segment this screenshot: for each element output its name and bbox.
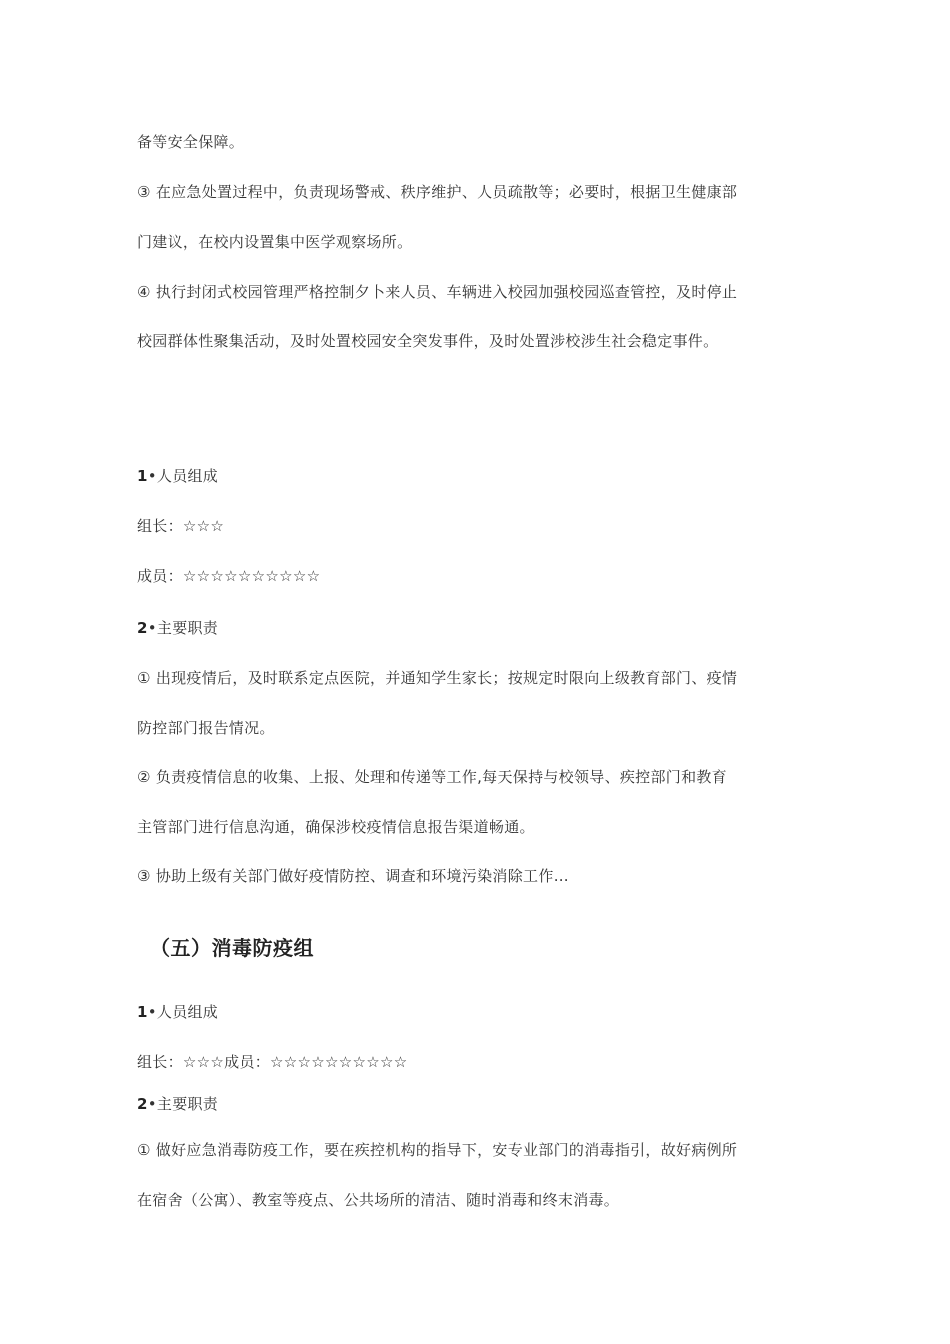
paragraph-line: ③ 协助上级有关部门做好疫情防控、调查和环境污染消除工作… xyxy=(137,867,569,885)
paragraph-line: ① 出现疫情后，及时联系定点医院，并通知学生家长；按规定时限向上级教育部门、疫情 xyxy=(137,669,738,687)
section-item-line xyxy=(137,1002,817,1022)
item-label: •人员组成 xyxy=(147,1003,219,1021)
paragraph-line: 在宿舍（公寓）、教室等疫点、公共场所的清洁、随时消毒和终末消毒。 xyxy=(137,1191,620,1209)
item-label: •主要职责 xyxy=(147,619,219,637)
item-number: 2 xyxy=(137,1095,148,1113)
item-label: •人员组成 xyxy=(147,467,219,485)
section-heading: （五）消毒防疫组 xyxy=(150,936,314,960)
paragraph-line: 主管部门进行信息沟通，确保涉校疫情信息报告渠道畅通。 xyxy=(137,818,535,836)
section-item-line xyxy=(137,1094,817,1114)
paragraph-line: 门建议，在校内设置集中医学观察场所。 xyxy=(137,233,413,251)
item-number: 1 xyxy=(137,1003,148,1021)
paragraph-line: ③ 在应急处置过程中，负责现场警戒、秩序维护、人员疏散等；必要时，根据卫生健康部 xyxy=(137,183,738,201)
item-label: •主要职责 xyxy=(147,1095,219,1113)
paragraph-line: 校园群体性聚集活动，及时处置校园安全突发事件，及时处置涉校涉生社会稳定事件。 xyxy=(137,332,719,350)
paragraph-line: 防控部门报告情况。 xyxy=(137,719,275,737)
paragraph-line: ① 做好应急消毒防疫工作，要在疾控机构的指导下，安专业部门的消毒指引，故好病例所 xyxy=(137,1141,738,1159)
item-number: 1 xyxy=(137,467,148,485)
section-item-line xyxy=(137,618,817,638)
paragraph-line: ④ 执行封闭式校园管理严格控制夕卜来人员、车辆进入校园加强校园巡查管控，及时停止 xyxy=(137,283,738,301)
item-number: 2 xyxy=(137,619,148,637)
paragraph-line: 组长：☆☆☆成员：☆☆☆☆☆☆☆☆☆☆ xyxy=(137,1053,408,1071)
paragraph-line: 成员：☆☆☆☆☆☆☆☆☆☆ xyxy=(137,567,321,585)
paragraph-line: ② 负责疫情信息的收集、上报、处理和传递等工作,每天保持与校领导、疾控部门和教育 xyxy=(137,768,727,786)
paragraph-line: 备等安全保障。 xyxy=(137,133,245,151)
section-item-line xyxy=(137,466,817,486)
paragraph-line: 组长：☆☆☆ xyxy=(137,517,225,535)
